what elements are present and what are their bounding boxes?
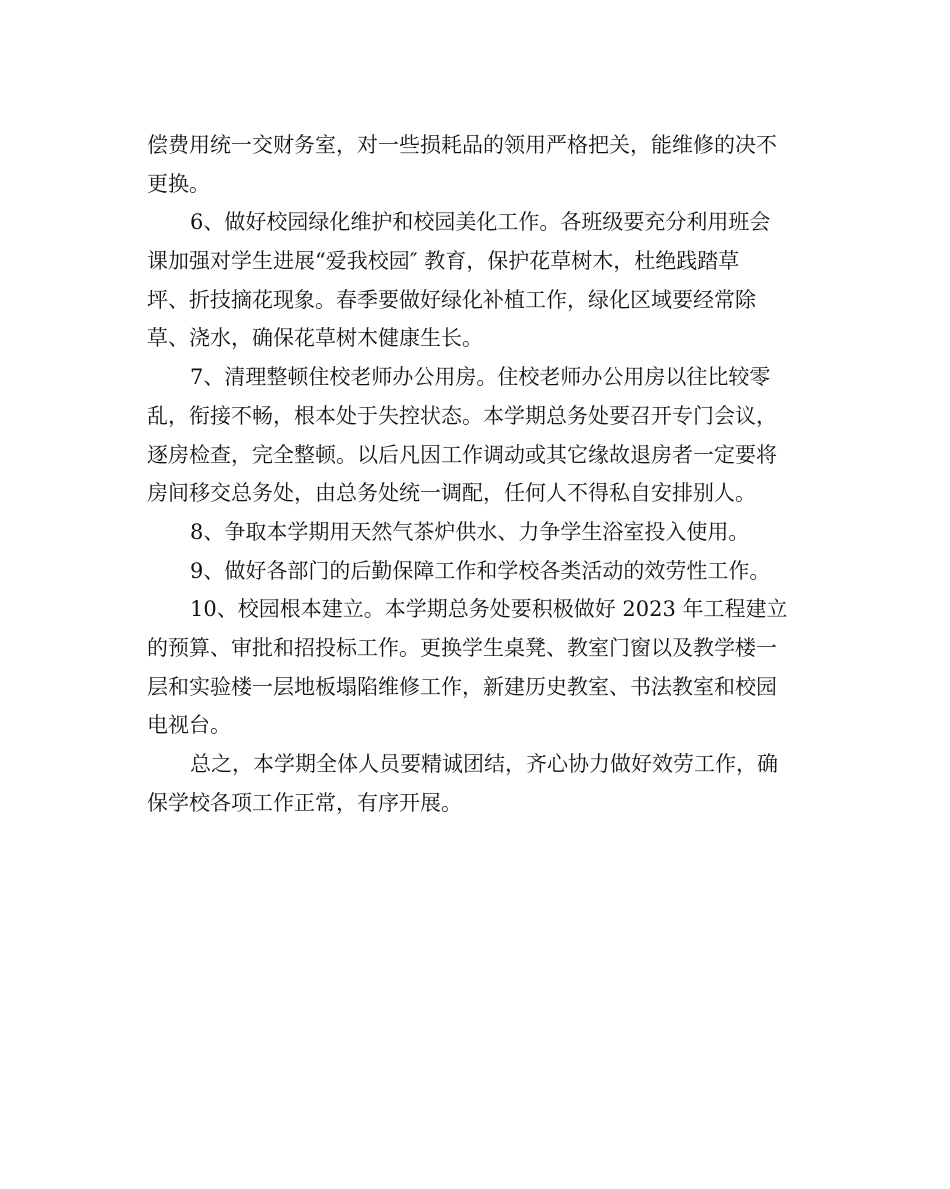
paragraph-7-start: 7、清理整顿住校老师办公用房。住校老师办公用房以往比较零 xyxy=(190,365,771,390)
text-line: 乱，衔接不畅，根本处于失控状态。本学期总务处要召开专门会议， xyxy=(147,403,777,428)
summary-paragraph-start: 总之，本学期全体人员要精诚团结，齐心协力做好效劳工作，确 xyxy=(190,752,778,776)
text-line: 的预算、审批和招投标工作。更换学生桌凳、教室门窗以及教学楼一 xyxy=(147,635,777,660)
document-body xyxy=(147,126,807,822)
text-line: 课加强对学生进展“爱我校园″ 教育，保护花草树木，杜绝践踏草 xyxy=(147,249,740,274)
paragraph-6-start: 6、做好校园绿化维护和校园美化工作。各班级要充分利用班会 xyxy=(190,210,771,235)
text-line: 层和实验楼一层地板塌陷维修工作，新建历史教室、书法教室和校园 xyxy=(147,674,777,699)
text-line: 电视台。 xyxy=(147,713,231,738)
text-line: 逐房检查，完全整顿。以后凡因工作调动或其它缘故退房者一定要将 xyxy=(147,442,777,467)
text-line: 草、浇水，确保花草树木健康生长。 xyxy=(147,326,483,351)
paragraph-9: 9、做好各部门的后勤保障工作和学校各类活动的效劳性工作。 xyxy=(190,558,771,583)
text-line: 偿费用统一交财务室，对一些损耗品的领用严格把关，能维修的决不 xyxy=(147,133,777,157)
text-line: 保学校各项工作正常，有序开展。 xyxy=(147,790,462,815)
text-line: 房间移交总务处，由总务处统一调配，任何人不得私自安排别人。 xyxy=(147,481,756,506)
paragraph-8: 8、争取本学期用天然气茶炉供水、力争学生浴室投入使用。 xyxy=(190,519,750,544)
paragraph-10-start: 10、校园根本建立。本学期总务处要积极做好 2023 年工程建立 xyxy=(190,597,788,622)
text-line: 更换。 xyxy=(147,171,210,196)
text-line: 坪、折技摘花现象。春季要做好绿化补植工作，绿化区域要经常除 xyxy=(147,287,756,312)
